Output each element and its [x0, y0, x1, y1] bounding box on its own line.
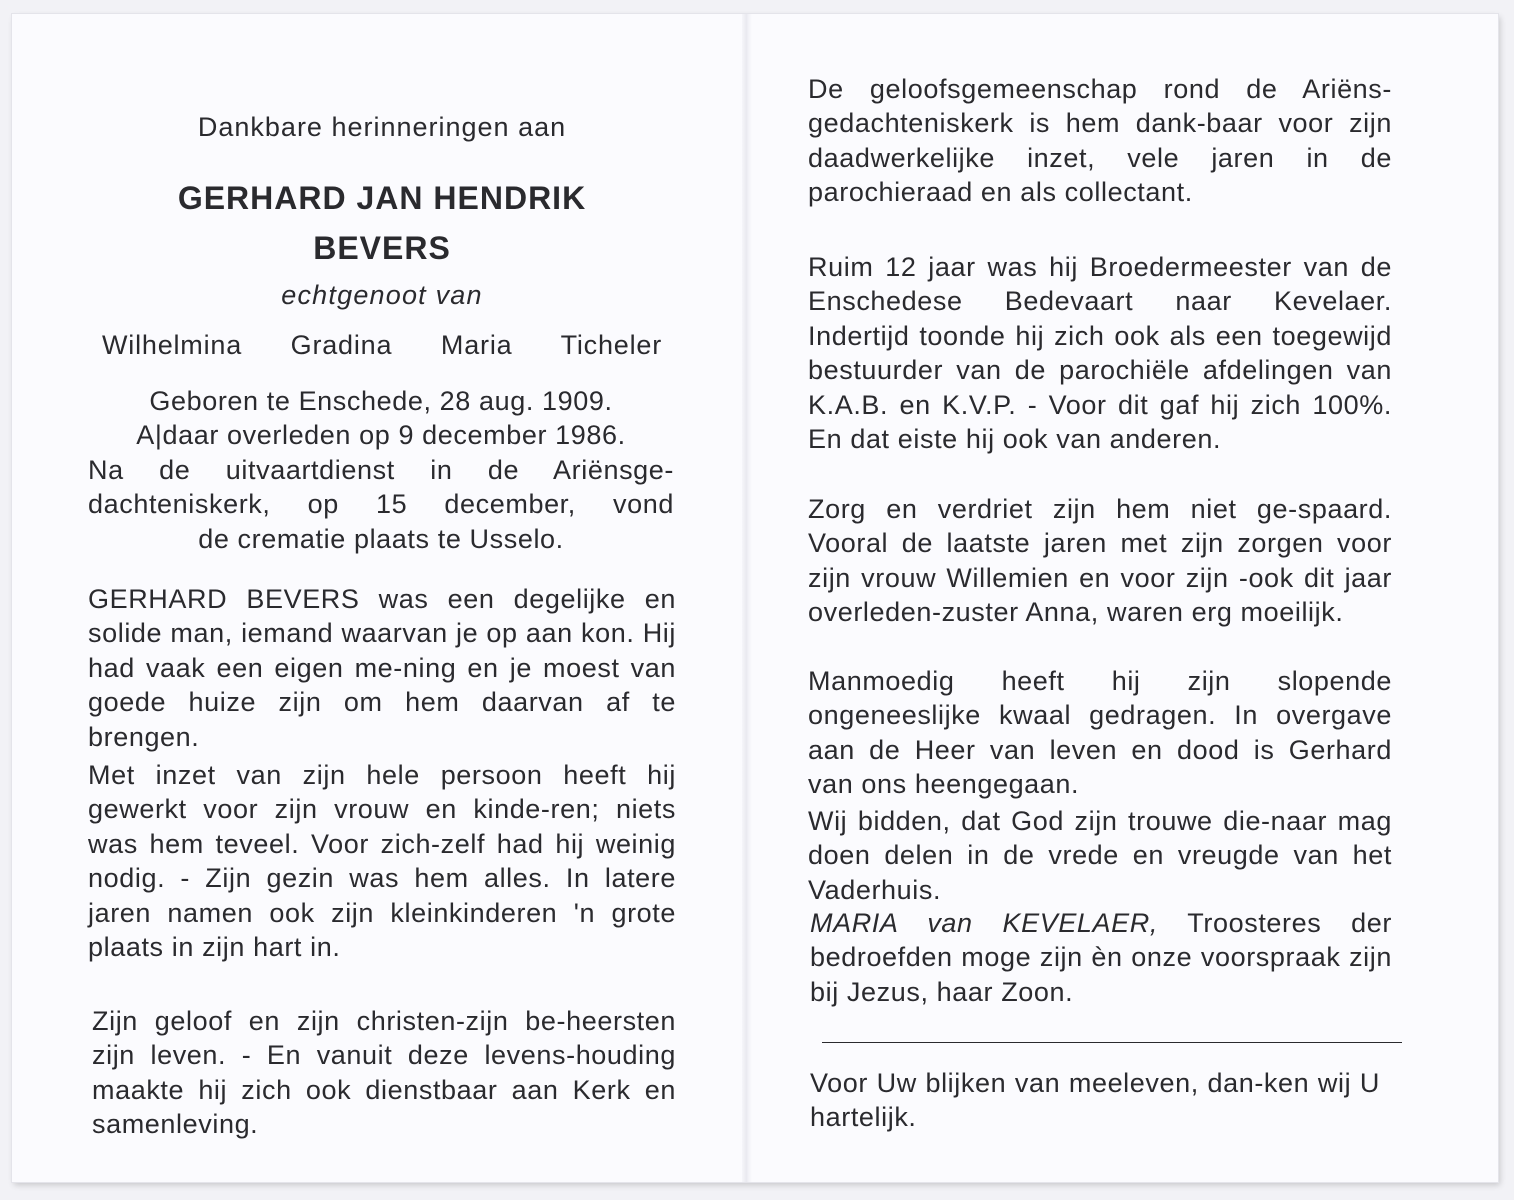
paragraph: Zorg en verdriet zijn hem niet ge-spaard. Vooral de laatste jaren met zijn zorgen voor zijn vrouw Willemien en voor zijn -ook dit jaar overleden-zuster Anna, waren erg moeilijk.: [808, 494, 1392, 628]
thanks-text: Voor Uw blijken van meeleven, dan-ken wij U hartelijk.: [810, 1068, 1380, 1133]
intro-text: Dankbare herinneringen aan: [197, 112, 567, 142]
memorial-card: [12, 14, 1498, 1182]
card-fold: [742, 14, 752, 1182]
paragraph: Ruim 12 jaar was hij Broedermeester van de Enschedese Bedevaart naar Kevelaer. Indertijd toonde hij zich ook als een toegewijd bestuurder van de parochiële afdelingen van K.A.B. en K.V.P. - Voor dit gaf hij zich 100%. En dat eiste hij ook van anderen.: [808, 252, 1392, 455]
funeral-line: dachteniskerk, op 15 december, vond: [88, 489, 674, 520]
funeral-line: Na de uitvaartdienst in de Ariënsge-: [88, 454, 674, 485]
birth-line: Geboren te Enschede, 28 aug. 1909.: [149, 386, 613, 416]
paragraph: Met inzet van zijn hele persoon heeft hij gewerkt voor zijn vrouw en kinde-ren; niets was hem teveel. Voor zich-zelf had hij weinig nodig. - Zijn gezin was hem alles. In latere jaren namen ook zijn kleinkinderen 'n grote plaats in zijn hart in.: [88, 760, 676, 963]
paragraph: Wij bidden, dat God zijn trouwe die-naar mag doen delen in de vrede en vreugde van het Vaderhuis.: [808, 806, 1392, 905]
spouse-name: Wilhelmina Gradina Maria Ticheler: [102, 330, 662, 360]
cremation-line: de crematie plaats te Usselo.: [198, 523, 564, 554]
left-page: [72, 14, 692, 1182]
spouse-label: echtgenoot van: [281, 280, 483, 310]
divider-line: [822, 1042, 1402, 1043]
birth-death-block: [88, 384, 674, 556]
deceased-name-first: GERHARD JAN HENDRIK: [177, 180, 587, 216]
paragraph: GERHARD BEVERS was een degelijke en solide man, iemand waarvan je op aan kon. Hij had vaak een eigen me-ning en je moest van goede huize zijn om hem daarvan af te brengen.: [88, 584, 676, 752]
paragraph: Manmoedig heeft hij zijn slopende ongeneeslijke kwaal gedragen. In overgave aan de Heer van leven en dood is Gerhard van ons heengegaan.: [808, 666, 1392, 800]
prayer-invocation: MARIA van KEVELAER,: [810, 908, 1158, 938]
prayer-paragraph: [810, 906, 1392, 1009]
death-line: A|daar overleden op 9 december 1986.: [136, 420, 626, 451]
paragraph: De geloofsgemeenschap rond de Ariëns-gedachteniskerk is hem dank-baar voor zijn daadwerkelijke inzet, vele jaren in de parochieraad en als collectant.: [808, 74, 1392, 208]
paragraph: Zijn geloof en zijn christen-zijn be-heersten zijn leven. - En vanuit deze levens-houding maakte hij zich ook dienstbaar aan Kerk en samenleving.: [92, 1006, 676, 1140]
right-page: [808, 14, 1408, 1182]
prayer-text: Troosteres der bedroefden moge zijn èn onze voorspraak zijn bij Jezus, haar Zoon.: [810, 908, 1392, 1007]
deceased-name-last: BEVERS: [313, 230, 451, 266]
